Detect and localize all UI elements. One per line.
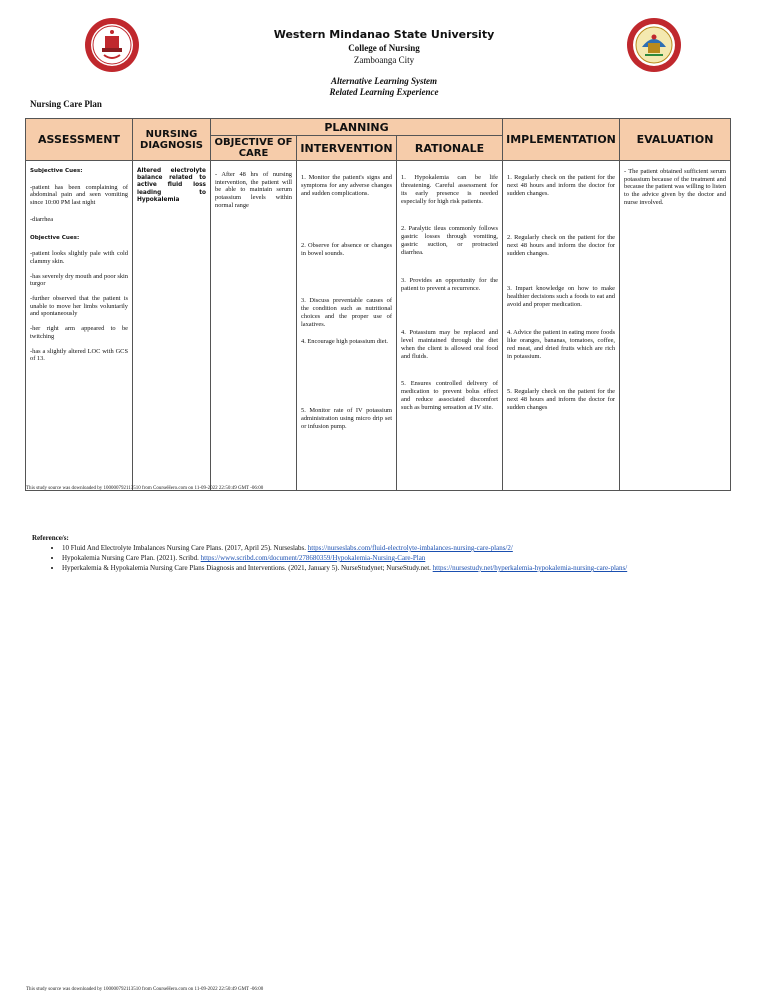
assessment-cell [26,161,133,491]
reference-item [62,543,627,553]
program-name: Alternative Learning System [330,76,437,86]
subjective-cues-label: Subjective Cues: [30,168,83,174]
header-intervention: INTERVENTION [297,136,397,161]
header-rationale: RATIONALE [397,136,503,161]
source-footer-bottom: This study source was downloaded by 100000792113510 from CourseHero.com on 11-09-2022 22:50:49 GMT -06:00 [26,987,264,992]
nursing-diagnosis-text: Altered electrolyte balance related to active fluid loss leading to Hypokalemia [137,168,206,203]
implementation-item: 1. Regularly check on the patient for the next 48 hours and inform the doctor for sudden changes. [507,174,616,197]
objective-cue: -has severely dry mouth and poor skin turgor [30,272,128,288]
objective-cues-label: Objective Cues: [30,234,80,241]
rationale-item: 4. Potassium may be replaced and level maintained through the diet when the client is allowed oral food and fluids. [401,329,499,360]
college-name: College of Nursing [348,43,420,53]
objective-cell [211,161,297,491]
implementation-cell [503,161,620,491]
intervention-item: 2. Observe for absence or changes in bowel sounds. [301,242,392,258]
reference-link[interactable]: https://www.scribd.com/document/278680359/Hypokalemia-Nursing-Care-Plan [200,554,426,562]
implementation-item: 3. Impart knowledge on how to make healthier decisions such a foods to eat and avoid and proper medication. [507,285,616,308]
objective-cue: -her right arm appeared to be twitching [30,325,128,340]
subjective-cue: -patient has been complaining of abdominal pain and seen vomiting since 10:00 PM last night [30,183,128,207]
header-planning: PLANNING [211,119,503,136]
rationale-item: 1. Hypokalemia can be life threatening. Careful assessment for its early presence is needed especially for high risk patients. [401,174,499,205]
header-assessment: ASSESSMENT [26,119,133,161]
references-title: Reference/s: [32,534,69,542]
evaluation-text: - The patient obtained sufficient serum potassium because of the treatment and because the patient was willing to listen to the advice given by the doctor and nurse involved. [624,168,727,206]
reference-text: Hypokalemia Nursing Care Plan. (2021). Scribd. [62,554,201,562]
reference-link[interactable]: https://nursestudy.net/hyperkalemia-hypokalemia-nursing-care-plans/ [432,564,628,572]
intervention-item: 3. Discuss preventable causes of the condition such as nutritional choices and the proper use of laxatives. [301,297,392,328]
header-nursing-diagnosis: NURSING DIAGNOSIS [133,119,211,161]
nursing-care-plan-table [25,118,731,491]
city-name: Zamboanga City [353,55,415,65]
document-type: Nursing Care Plan [30,99,102,109]
intervention-item: 5. Monitor rate of IV potassium administration using micro drip set or infusion pump. [301,407,392,430]
university-name: Western Mindanao State University [273,28,495,41]
rationale-item: 3. Provides an opportunity for the patient to prevent a recurrence. [401,277,499,293]
diagnosis-cell [133,161,211,491]
evaluation-cell [620,161,731,491]
header-evaluation: EVALUATION [620,119,731,161]
experience-name: Related Learning Experience [329,87,439,97]
source-footer: This study source was downloaded by 100000792113510 from CourseHero.com on 11-09-2022 22:50:49 GMT -06:00 [26,486,264,491]
subjective-cue: -diarrhea [30,215,54,223]
reference-item [62,553,627,563]
implementation-item: 2. Regularly check on the patient for the next 48 hours and inform the doctor for sudden changes. [507,234,616,257]
reference-text: 10 Fluid And Electrolyte Imbalances Nursing Care Plans. (2017, April 25). Nurseslabs. [62,544,308,552]
reference-item [62,563,627,573]
rationale-item: 5. Ensures controlled delivery of medication to prevent bolus effect and reduce associated discomfort such as burning sensation at IV site. [401,380,499,411]
header-objective-of-care: OBJECTIVE OF CARE [211,136,297,161]
objective-cue: -has a slightly altered LOC with GCS of 13. [30,347,128,363]
intervention-cell [297,161,397,491]
reference-link[interactable]: https://nurseslabs.com/fluid-electrolyte-imbalances-nursing-care-plans/2/ [307,544,513,552]
objective-cue: -further observed that the patient is unable to move her limbs voluntarily and spontaneously [30,295,128,318]
objective-cue: -patient looks slightly pale with cold clammy skin. [30,250,128,265]
objective-of-care-text: - After 48 hrs of nursing intervention, the patient will be able to maintain serum potassium levels within normal range [215,171,292,209]
rationale-item: 2. Paralytic ileus commonly follows gastric losses through vomiting, gastric suction, or protracted diarrhea. [401,225,499,256]
implementation-item: 4. Advice the patient in eating more foods like oranges, bananas, tomatoes, coffee, red meat, and dried fruits which are rich in potassium. [507,329,616,360]
intervention-item: 1. Monitor the patient's signs and symptoms for any adverse changes and sudden complications. [301,174,392,197]
rationale-cell [397,161,503,491]
reference-text: Hyperkalemia & Hypokalemia Nursing Care Plans Diagnosis and Interventions. (2021, January 5). NurseStudynet; NurseStudy.net. [62,564,433,572]
intervention-item: 4. Encourage high potassium diet. [301,338,388,346]
references [32,533,627,573]
header-implementation: IMPLEMENTATION [503,119,620,161]
implementation-item: 5. Regularly check on the patient for the next 48 hours and inform the doctor for sudden changes [507,388,616,411]
